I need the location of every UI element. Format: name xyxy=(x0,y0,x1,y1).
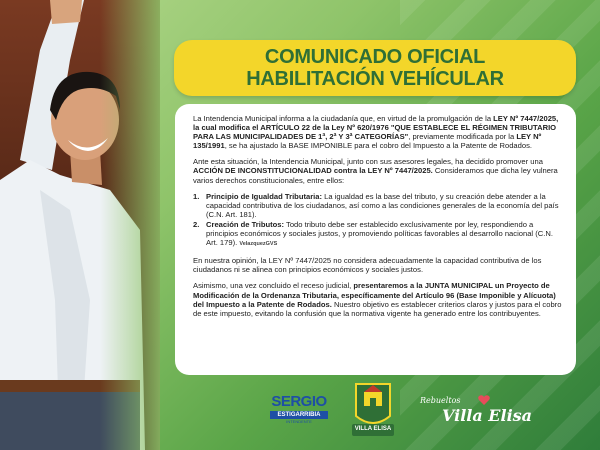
footer-logos xyxy=(250,378,580,448)
list-item xyxy=(193,192,564,219)
sergio-surname: ESTIGARRIBIA xyxy=(270,411,328,419)
tagline-big: Villa Elisa xyxy=(442,406,533,425)
municipal-seal xyxy=(350,380,396,440)
title-line-2: HABILITACIÓN VEHÍCULAR xyxy=(246,68,504,90)
list-number: 2. xyxy=(193,219,200,229)
title-line-1: COMUNICADO OFICIAL xyxy=(264,46,486,68)
seal-label: VILLA ELISA xyxy=(354,426,392,432)
watermark: VelazquezGVS xyxy=(239,241,278,248)
list-text: Creación de Tributos: Todo tributo debe ser establecido exclusivamente por ley, respondiendo a principios económicos y sociales justos, y promoviendo políticas favorables al desarrollo nacional (C.N. Art. 179). xyxy=(206,219,553,248)
tagline-small: Rebueltos xyxy=(420,396,461,405)
paragraph-1: La Intendencia Municipal informa a la ciudadanía que, en virtud de la promulgación de la LEY Nº 7447/2025, la cual modifica el ARTÍCULO 22 de la Ley Nº 620/1976 "QUE ESTABLECE EL RÉGIMEN TRIBUTARIO PARA LAS MUNICIPALIDADES DE 1ª, 2ª Y 3ª CATEGORÍAS", previamente modificada por la LEY Nº 135/1991, se ha ajustado la BASE IMPONIBLE para el cobro del Impuesto a la Patente de Rodados. xyxy=(193,114,559,151)
paragraph-2: Ante esta situación, la Intendencia Municipal, junto con sus asesores legales, ha decidido promover una ACCIÓN DE INCONSTITUCIONALIDAD contra la LEY Nº 7447/2025. Consideramos que dicha ley vulnera varios derechos constitucionales, entre ellos: xyxy=(193,157,558,185)
rights-list xyxy=(193,192,564,250)
sergio-role: INTENDENTE xyxy=(286,419,312,424)
heart-icon xyxy=(478,394,490,406)
paragraph-4: Asimismo, una vez concluido el receso judicial, presentaremos a la JUNTA MUNICIPAL un Proyecto de Modificación de la Ordenanza Tributaria, específicamente del Artículo 96 (Base Imponible y Alícuota) del Impuesto a la Patente de Rodados. Nuestro objetivo es establecer criterios claros y justos para el cobro de este impuesto, evitando la confusión que la normativa vigente ha generado entre los contribuyentes. xyxy=(193,281,562,318)
sergio-name: SERGIO xyxy=(271,393,327,410)
paragraph-3: En nuestra opinión, la LEY Nº 7447/2025 no considera adecuadamente la capacidad contributiva de los ciudadanos ni se alinea con principios económicos y sociales justos. xyxy=(193,256,542,275)
list-text: Principio de Igualdad Tributaria: La igualdad es la base del tributo, y su creación debe atender a la capacidad contributiva de los ciudadanos, así como a las condiciones generales de la economía del país (C.N. Art. 181). xyxy=(206,191,559,219)
sergio-logo xyxy=(264,394,334,424)
villa-elisa-logo xyxy=(420,392,550,432)
title-banner xyxy=(174,40,576,96)
list-number: 1. xyxy=(193,191,200,201)
official-photo xyxy=(0,0,160,450)
communique-body xyxy=(175,104,576,375)
list-item xyxy=(193,220,564,249)
